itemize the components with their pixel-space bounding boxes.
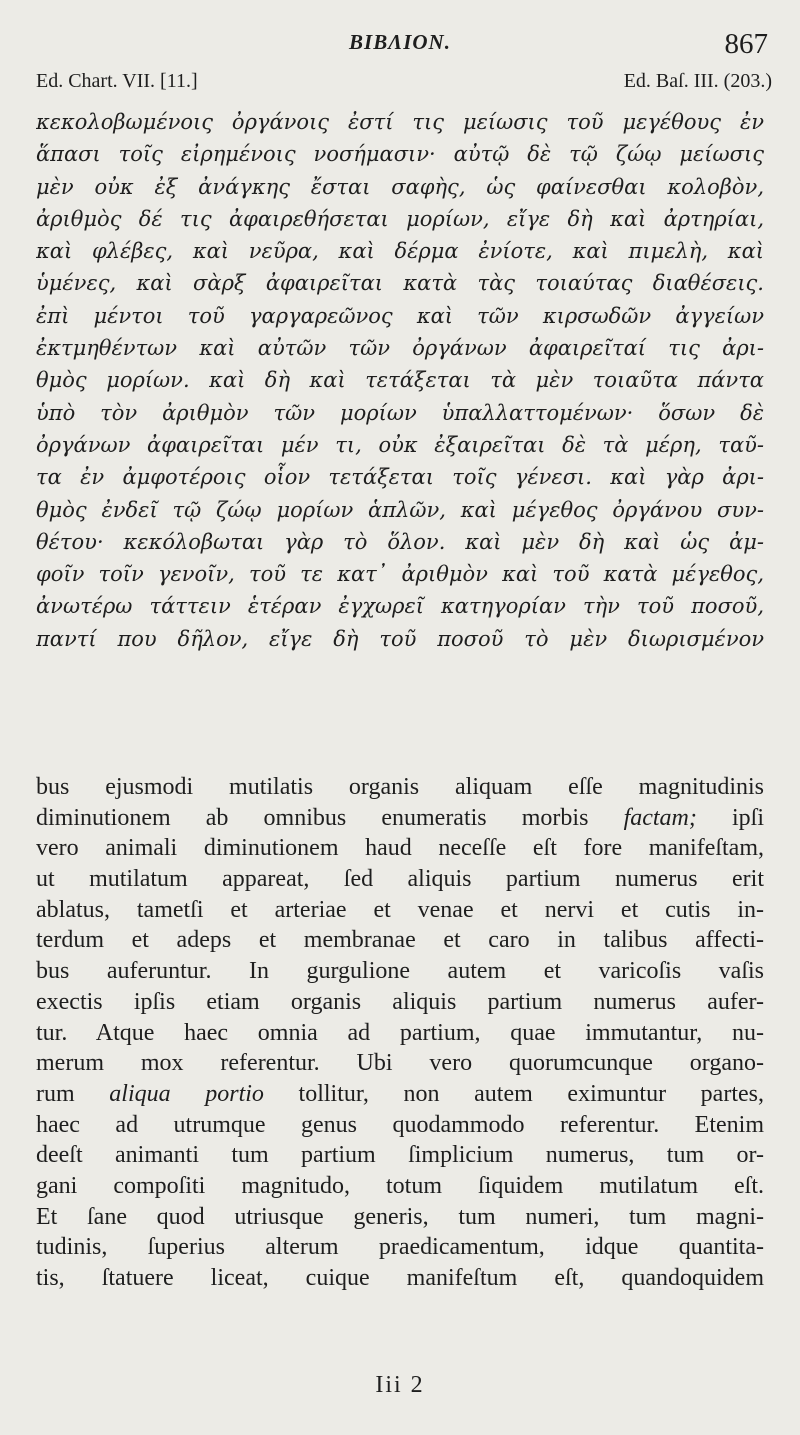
latin-segment: tollitur, non autem eximuntur partes, [263, 1080, 764, 1107]
latin-line [36, 1110, 764, 1141]
running-title: BIBΛION. [349, 30, 451, 54]
latin-line [36, 1018, 764, 1049]
latin-segment: terdum et adeps et membranae et caro in talibus affecti- [36, 927, 764, 954]
latin-line [36, 772, 764, 803]
signature-mark: Iii 2 [375, 1372, 425, 1398]
greek-line: θμὸς ἐνδεῖ τῷ ζώῳ μορίων ἁπλῶν, καὶ μέγεθος ὀργάνου συν- [36, 497, 764, 522]
latin-line [36, 895, 764, 926]
greek-line: ὀργάνων ἀφαιρεῖται μέν τι, οὐκ ἐξαιρεῖται δὲ τὰ μέρη, ταῦ- [36, 432, 764, 457]
greek-line: ὑπὸ τὸν ἀριθμὸν τῶν μορίων ὑπαλλαττομένων· ὅσων δὲ [36, 400, 764, 425]
latin-segment: tur. Atque haec omnia ad partium, quae immutantur, nu- [36, 1019, 764, 1046]
latin-segment: ablatus, tametſi et arteriae et venae et nervi et cutis in- [36, 896, 764, 923]
latin-line [36, 1140, 764, 1171]
greek-line: μὲν οὐκ ἐξ ἀνάγκης ἔσται σαφὴς, ὡς φαίνεσθαι κολοβὸν, [36, 174, 764, 199]
latin-line [36, 925, 764, 956]
greek-line: ὑμένες, καὶ σὰρξ ἀφαιρεῖται κατὰ τὰς τοιαύτας διαθέσεις. [36, 271, 764, 296]
greek-line: φοῖν τοῖν γενοῖν, τοῦ τε κατ᾽ ἀριθμὸν καὶ τοῦ κατὰ μέγεθος, [36, 562, 764, 587]
greek-line: θμὸς μορίων. καὶ δὴ καὶ τετάξεται τὰ μὲν τοιαῦτα πάντα [36, 368, 764, 393]
latin-segment: haec ad utrumque genus quodammodo referentur. Etenim [36, 1111, 764, 1138]
latin-segment: diminutionem ab omnibus enumeratis morbis [36, 804, 624, 831]
greek-line: ἀριθμὸς δέ τις ἀφαιρεθήσεται μορίων, εἴγε δὴ καὶ ἀρτηρίαι, [36, 206, 764, 231]
latin-segment: tis, ſtatuere liceat, cuique manifeſtum eſt, quandoquidem [36, 1265, 764, 1291]
latin-segment: bus auferuntur. In gurgulione autem et varicoſis vaſis [36, 958, 764, 985]
latin-line [36, 1263, 764, 1294]
latin-line [36, 1232, 764, 1263]
latin-segment: merum mox referentur. Ubi vero quorumcunque organo- [36, 1050, 764, 1077]
latin-segment: exectis ipſis etiam organis aliquis partium numerus aufer- [36, 988, 764, 1015]
latin-line [36, 864, 764, 895]
greek-line: τα ἐν ἀμφοτέροις οἷον τετάξεται τοῖς γένεσι. καὶ γὰρ ἀρι- [36, 465, 764, 490]
greek-line: παντί που δῆλον, εἴγε δὴ τοῦ ποσοῦ τὸ μὲν διωρισμένον [36, 626, 764, 651]
greek-line: καὶ φλέβες, καὶ νεῦρα, καὶ δέρμα ἐνίοτε, καὶ πιμελὴ, καὶ [36, 239, 764, 264]
latin-italic-phrase: aliqua portio [109, 1080, 264, 1107]
latin-line [36, 803, 764, 834]
latin-segment: Et ſane quod utriusque generis, tum numeri, tum magni- [36, 1203, 764, 1230]
greek-line: κεκολοβωμένοις ὀργάνοις ἐστί τις μείωσις τοῦ μεγέθους ἐν [36, 110, 764, 134]
latin-line [36, 1171, 764, 1202]
greek-line: ἐπὶ μέντοι τοῦ γαργαρεῶνος καὶ τῶν κιρσωδῶν ἀγγείων [36, 303, 764, 328]
edition-chartier: Ed. Chart. VII. [11.] [36, 70, 198, 92]
greek-line: ἀνωτέρω τάττειν ἑτέραν ἐγχωρεῖ κατηγορίαν τὴν τοῦ ποσοῦ, [36, 594, 764, 619]
latin-segment: rum [36, 1080, 110, 1107]
latin-segment: ipſi [696, 804, 764, 831]
latin-text-block [36, 772, 764, 1294]
latin-line [36, 956, 764, 987]
latin-line [36, 833, 764, 864]
latin-segment: vero animali diminutionem haud neceſſe eſt fore manifeſtam, [36, 835, 764, 862]
latin-segment: gani compoſiti magnitudo, totum ſiquidem mutilatum eſt. [36, 1172, 764, 1199]
latin-line [36, 1202, 764, 1233]
greek-text-block [36, 106, 764, 655]
latin-segment: ut mutilatum appareat, ſed aliquis partium numerus erit [36, 866, 764, 893]
latin-segment: deeſt animanti tum partium ſimplicium numerus, tum or- [36, 1142, 764, 1169]
latin-line [36, 1079, 764, 1110]
greek-line: ἐκτμηθέντων καὶ αὐτῶν τῶν ὀργάνων ἀφαιρεῖταί τις ἀρι- [36, 336, 764, 361]
latin-segment: bus ejusmodi mutilatis organis aliquam eſſe magnitudinis [36, 774, 764, 800]
page-number: 867 [724, 28, 768, 60]
greek-line: θέτου· κεκόλοβωται γὰρ τὸ ὅλον. καὶ μὲν δὴ καὶ ὡς ἀμ- [36, 529, 764, 554]
latin-line [36, 1048, 764, 1079]
latin-segment: tudinis, ſuperius alterum praedicamentum, idque quantita- [36, 1234, 764, 1261]
edition-basel: Ed. Baſ. III. (203.) [623, 70, 772, 92]
greek-line: ἅπασι τοῖς εἰρημένοις νοσήμασιν· αὐτῷ δὲ τῷ ζώῳ μείωσις [36, 142, 764, 167]
latin-italic-phrase: factam; [623, 804, 697, 831]
latin-line [36, 987, 764, 1018]
